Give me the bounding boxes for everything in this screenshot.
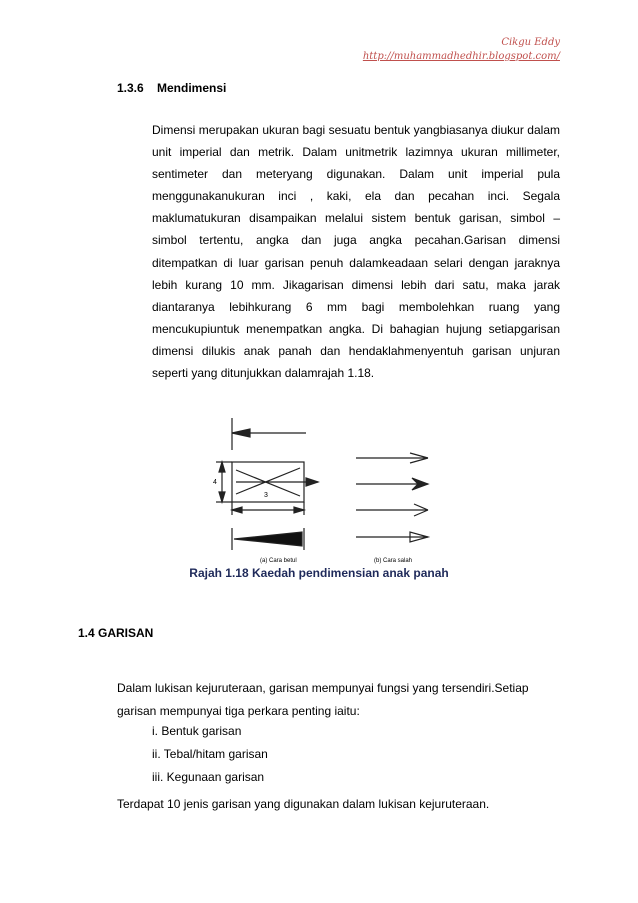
label-wrong: (b) Cara salah <box>374 558 413 564</box>
list-item: i. Bentuk garisan <box>152 724 242 738</box>
figure-caption: Rajah 1.18 Kaedah pendimensian anak panah <box>189 566 449 580</box>
list-item: iii. Kegunaan garisan <box>152 770 265 784</box>
dim-left-label: 4 <box>213 479 217 486</box>
header-author: Cikgu Eddy <box>501 37 560 48</box>
dim-bottom-label: 3 <box>264 492 268 499</box>
section-heading-garisan: 1.4 GARISAN <box>78 626 154 640</box>
section-paragraph: Dimensi merupakan ukuran bagi sesuatu bentuk yangbiasanya diukur dalam unit imperial dan metrik. Dalam unitmetrik lazimnya ukuran millimeter, sentimeter dan meteryang digunakan. Dalam unit imperial pula menggunakanukuran inci , kaki, ela dan pecahan inci. Segala maklumatukuran disampaikan melalui sistem bentuk garisan, simbol – simbol tertentu, angka dan juga angka pecahan.Garisan dimensi ditempatkan di luar garisan penuh dalamkeadaan selari dengan jaraknya lebih kurang 10 mm. Jikagarisan dimensi lebih dari satu, maka jarak diantaranya lebihkurang 6 mm bagi membolehkan ruang yang mencukupiuntuk menempatkan angka. Di bahagian hujung setiapgarisan dimensi dilukis anak panah dan hendaklahmenyentuh garisan unjuran seperti yang ditunjukkan dalamrajah 1.18. <box>152 123 560 381</box>
garisan-intro: Dalam lukisan kejuruteraan, garisan mempunyai fungsi yang tersendiri.Setiap garisan mempunyai tiga perkara penting iaitu: <box>117 681 529 718</box>
list-item: ii. Tebal/hitam garisan <box>152 747 268 761</box>
garisan-closing: Terdapat 10 jenis garisan yang digunakan dalam lukisan kejuruteraan. <box>117 797 490 811</box>
section-title: Mendimensi <box>157 81 227 95</box>
label-correct: (a) Cara betul <box>260 558 297 564</box>
section-number: 1.3.6 <box>117 81 144 95</box>
header-url-link[interactable]: http://muhammadhedhir.blogspot.com/ <box>362 51 560 62</box>
